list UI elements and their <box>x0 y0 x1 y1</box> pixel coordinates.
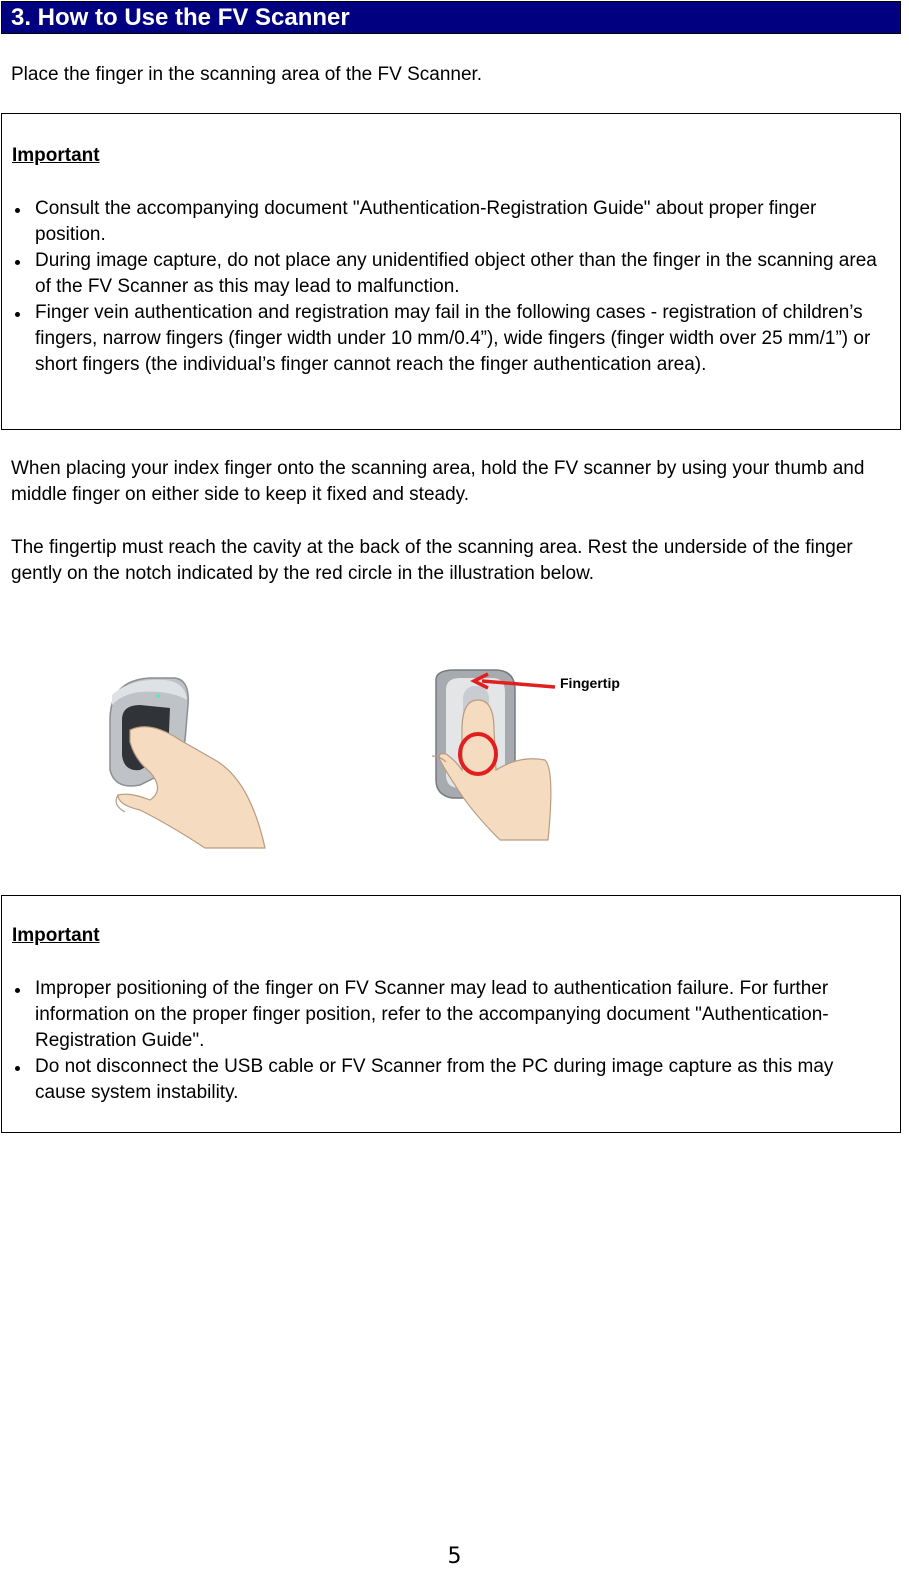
fingertip-paragraph: The fingertip must reach the cavity at the back of the scanning area. Rest the underside of the finger gently on the notch indicated by the red circle in the illustration below. <box>11 537 853 584</box>
intro-text: Place the finger in the scanning area of the FV Scanner. <box>11 64 483 85</box>
important-list-2 <box>12 976 882 1106</box>
important-list-1 <box>12 196 882 378</box>
important-bullet: Finger vein authentication and registration may fail in the following cases - registration of children’s fingers, narrow fingers (finger width under 10 mm/0.4”), wide fingers (finger width over 25 mm/1”) or short fingers (the individual’s finger cannot reach the finger authentication area). <box>12 300 882 378</box>
scanner-illustration <box>0 660 909 860</box>
important-bullet: Improper positioning of the finger on FV Scanner may lead to authentication failure. For further information on the proper finger position, refer to the accompanying document "Authentication-Registration Guide". <box>12 976 882 1054</box>
fingertip-label: Fingertip <box>560 675 620 691</box>
important-bullet: Consult the accompanying document "Authentication-Registration Guide" about proper finger position. <box>12 196 882 248</box>
scanner-side-view <box>110 678 265 848</box>
section-header: 3. How to Use the FV Scanner <box>1 1 901 34</box>
scanner-top-view <box>432 670 620 840</box>
placement-paragraph: When placing your index finger onto the scanning area, hold the FV scanner by using your thumb and middle finger on either side to keep it fixed and steady. <box>11 458 865 505</box>
important-title: Important <box>12 145 100 166</box>
important-box-2 <box>1 895 901 1133</box>
important-box-1 <box>1 113 901 430</box>
important-title: Important <box>12 925 100 946</box>
important-bullet: Do not disconnect the USB cable or FV Scanner from the PC during image capture as this may cause system instability. <box>12 1054 882 1106</box>
important-bullet: During image capture, do not place any unidentified object other than the finger in the scanning area of the FV Scanner as this may lead to malfunction. <box>12 248 882 300</box>
page-number: 5 <box>447 1544 462 1569</box>
